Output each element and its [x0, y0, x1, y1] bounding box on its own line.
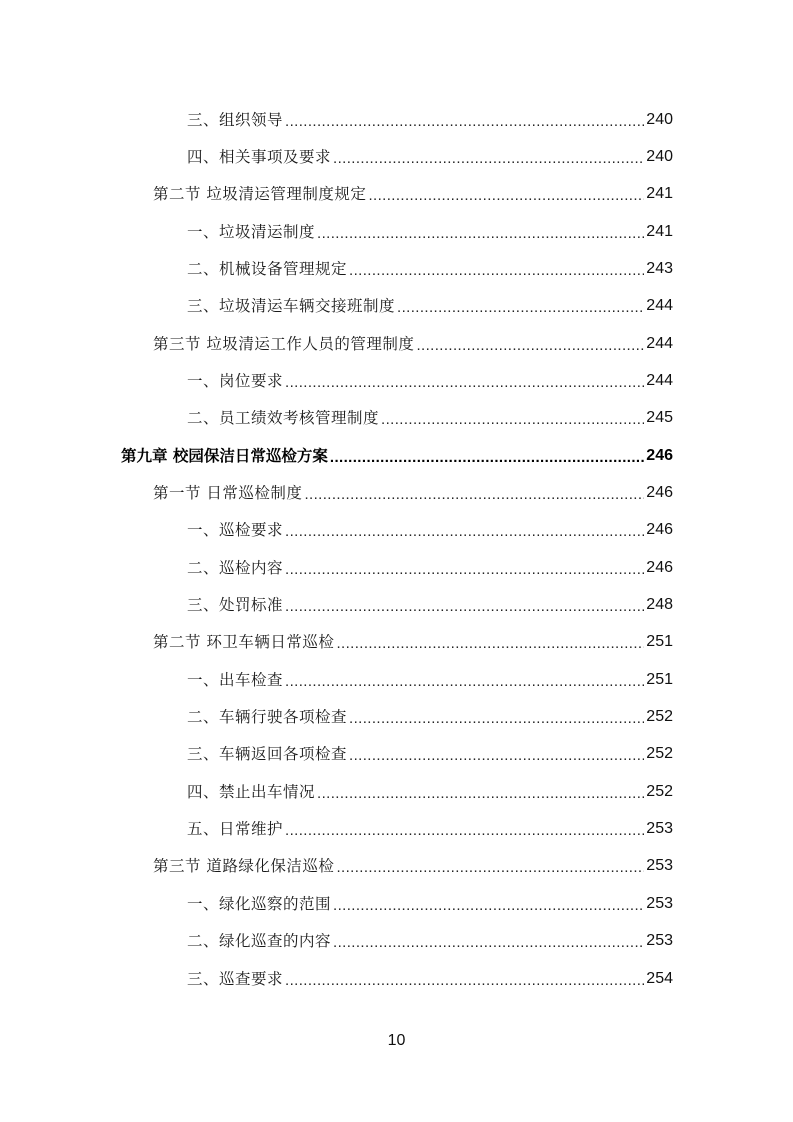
- toc-entry-title: 第九章 校园保洁日常巡检方案: [121, 447, 328, 465]
- toc-entry-title: 三、巡查要求: [187, 970, 284, 988]
- dot-leader: [333, 145, 644, 169]
- toc-entry-title: 三、车辆返回各项检查: [187, 745, 348, 763]
- dot-leader: [304, 481, 644, 505]
- toc-entry-page: 254: [646, 970, 673, 987]
- toc-entry[interactable]: [187, 593, 673, 617]
- toc-entry-page: 251: [646, 671, 673, 688]
- toc-entry[interactable]: [187, 406, 673, 430]
- dot-leader: [397, 294, 644, 318]
- toc-entry-page: 244: [646, 297, 673, 314]
- toc-entry-page: 244: [646, 335, 673, 352]
- dot-leader: [349, 742, 644, 766]
- toc-entry[interactable]: [187, 257, 673, 281]
- toc-entry-page: 246: [646, 559, 673, 576]
- dot-leader: [330, 444, 644, 468]
- toc-entry-title: 四、相关事项及要求: [187, 148, 332, 166]
- toc-entry[interactable]: [153, 854, 673, 878]
- dot-leader: [333, 929, 644, 953]
- dot-leader: [416, 332, 644, 356]
- toc-entry-page: 246: [646, 447, 673, 464]
- toc-entry[interactable]: [187, 892, 673, 916]
- toc-entry-page: 243: [646, 260, 673, 277]
- toc-entry[interactable]: [187, 108, 673, 132]
- toc-entry[interactable]: [187, 780, 673, 804]
- toc-entry[interactable]: [187, 369, 673, 393]
- toc-entry-page: 240: [646, 111, 673, 128]
- dot-leader: [381, 406, 644, 430]
- toc-entry-title: 第二节 垃圾清运管理制度规定: [153, 185, 367, 203]
- toc-entry-title: 三、组织领导: [187, 111, 284, 129]
- dot-leader: [349, 705, 644, 729]
- toc-entry[interactable]: [187, 556, 673, 580]
- toc-entry[interactable]: [187, 742, 673, 766]
- toc-entry-title: 三、处罚标准: [187, 596, 284, 614]
- dot-leader: [333, 892, 644, 916]
- toc-entry-page: 252: [646, 783, 673, 800]
- toc-entry-title: 二、员工绩效考核管理制度: [187, 409, 380, 427]
- dot-leader: [285, 518, 644, 542]
- toc-entry-title: 二、绿化巡查的内容: [187, 932, 332, 950]
- toc-entry-title: 一、岗位要求: [187, 372, 284, 390]
- toc-entry-page: 248: [646, 596, 673, 613]
- toc-entry[interactable]: [187, 967, 673, 991]
- toc-entry-page: 240: [646, 148, 673, 165]
- toc-entry[interactable]: [153, 481, 673, 505]
- toc-entry-page: 252: [646, 745, 673, 762]
- toc-entry-title: 一、出车检查: [187, 671, 284, 689]
- dot-leader: [317, 220, 644, 244]
- toc-entry[interactable]: [187, 145, 673, 169]
- toc-entry-title: 二、机械设备管理规定: [187, 260, 348, 278]
- dot-leader: [349, 257, 644, 281]
- dot-leader: [336, 854, 644, 878]
- toc-entry-page: 252: [646, 708, 673, 725]
- toc-entry-page: 253: [646, 932, 673, 949]
- toc-entry-title: 二、巡检内容: [187, 559, 284, 577]
- dot-leader: [285, 967, 644, 991]
- toc-entry-title: 五、日常维护: [187, 820, 284, 838]
- toc-entry[interactable]: [153, 182, 673, 206]
- toc-entry-page: 246: [646, 521, 673, 538]
- dot-leader: [336, 630, 644, 654]
- toc-entry-title: 一、绿化巡察的范围: [187, 895, 332, 913]
- toc-entry[interactable]: [187, 668, 673, 692]
- toc-entry[interactable]: [187, 929, 673, 953]
- toc-entry[interactable]: [187, 705, 673, 729]
- dot-leader: [285, 817, 644, 841]
- page-number: 10: [387, 1032, 406, 1049]
- toc-entry[interactable]: [187, 294, 673, 318]
- toc-entry-title: 一、巡检要求: [187, 521, 284, 539]
- toc-entry-page: 244: [646, 372, 673, 389]
- toc-entry-title: 第一节 日常巡检制度: [153, 484, 303, 502]
- dot-leader: [285, 668, 644, 692]
- toc-entry-page: 246: [646, 484, 673, 501]
- dot-leader: [368, 182, 644, 206]
- dot-leader: [285, 593, 644, 617]
- toc-entry-title: 第二节 环卫车辆日常巡检: [153, 633, 335, 651]
- toc-entry-title: 二、车辆行驶各项检查: [187, 708, 348, 726]
- dot-leader: [285, 556, 644, 580]
- toc-entry-page: 241: [646, 185, 673, 202]
- toc-entry[interactable]: [153, 332, 673, 356]
- toc-entry-title: 四、禁止出车情况: [187, 783, 316, 801]
- toc-entry-page: 253: [646, 895, 673, 912]
- toc-entry[interactable]: [187, 220, 673, 244]
- toc-entry-page: 245: [646, 409, 673, 426]
- toc-entry[interactable]: [153, 630, 673, 654]
- toc-entry-page: 253: [646, 820, 673, 837]
- toc-entry-page: 251: [646, 633, 673, 650]
- dot-leader: [285, 108, 644, 132]
- toc-entry[interactable]: [187, 518, 673, 542]
- dot-leader: [317, 780, 644, 804]
- toc-entry-title: 第三节 道路绿化保洁巡检: [153, 857, 335, 875]
- toc-chapter-entry[interactable]: [121, 444, 673, 468]
- toc-entry-page: 253: [646, 857, 673, 874]
- toc-entry-title: 第三节 垃圾清运工作人员的管理制度: [153, 335, 415, 353]
- dot-leader: [285, 369, 644, 393]
- toc-entry-title: 三、垃圾清运车辆交接班制度: [187, 297, 396, 315]
- toc-entry-page: 241: [646, 223, 673, 240]
- toc-entry-title: 一、垃圾清运制度: [187, 223, 316, 241]
- toc-entry[interactable]: [187, 817, 673, 841]
